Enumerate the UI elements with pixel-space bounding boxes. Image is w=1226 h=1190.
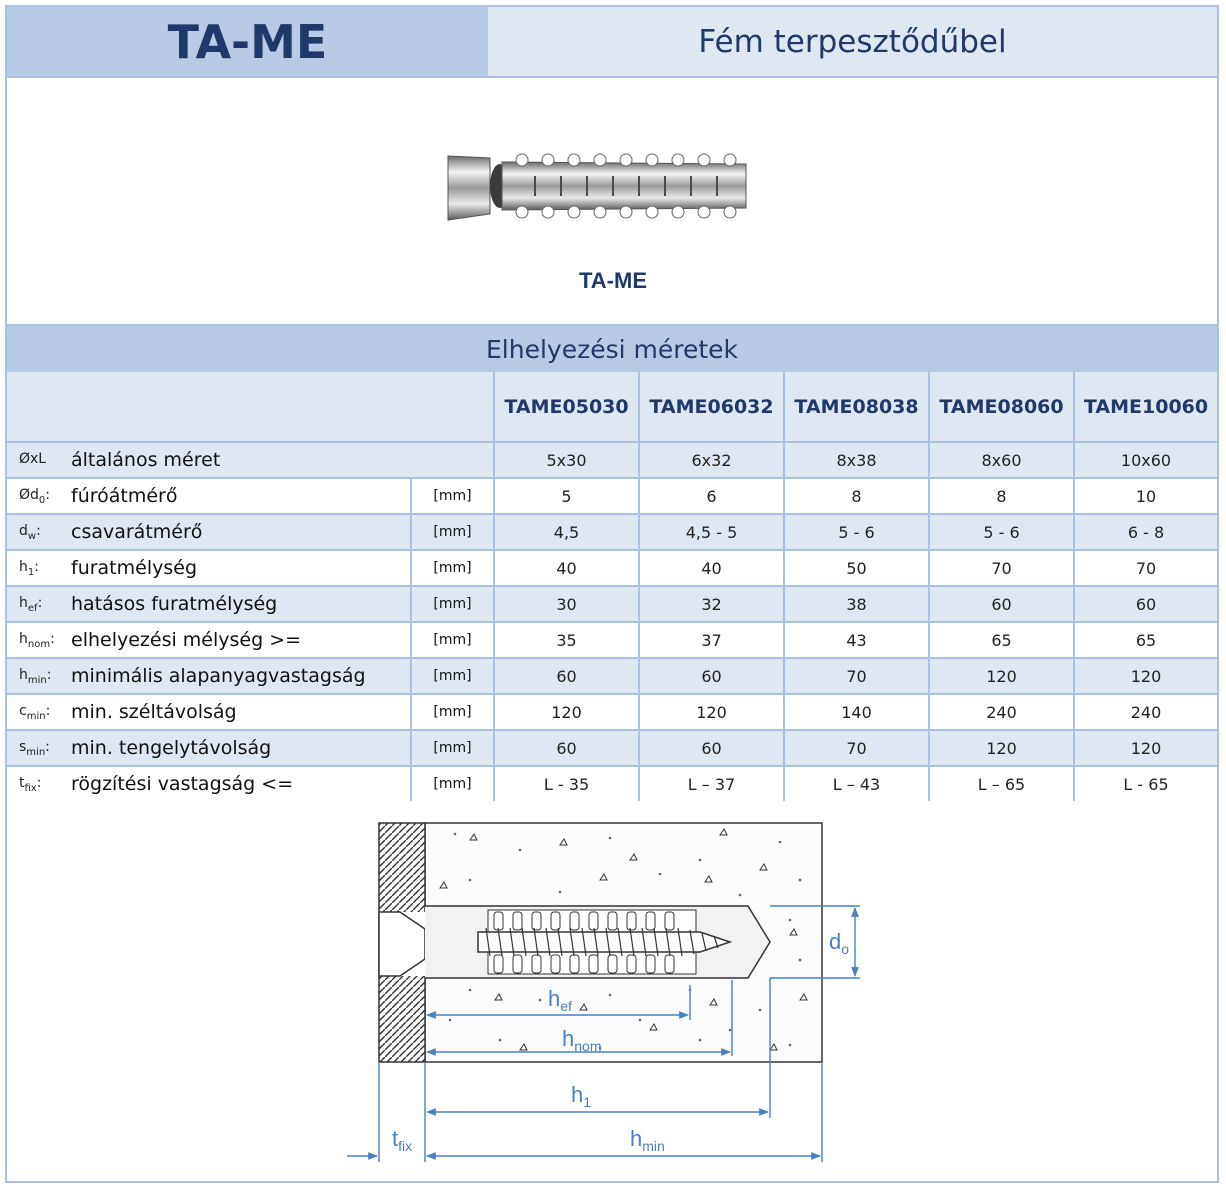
table-row bbox=[7, 730, 1217, 766]
table-row bbox=[7, 658, 1217, 694]
header-divider bbox=[7, 76, 1217, 78]
table-header-row bbox=[7, 372, 1217, 442]
row-value: 8x38 bbox=[784, 442, 929, 478]
row-value: 70 bbox=[784, 730, 929, 766]
table-row bbox=[7, 586, 1217, 622]
row-value: 120 bbox=[639, 694, 784, 730]
product-name-title: Fém terpesztődűbel bbox=[698, 23, 1007, 60]
row-value: 120 bbox=[929, 730, 1074, 766]
row-value: L – 43 bbox=[784, 766, 929, 801]
row-value: 40 bbox=[639, 550, 784, 586]
row-value: 70 bbox=[784, 658, 929, 694]
dim-label-h1: $h_1$ bbox=[571, 1082, 592, 1110]
installation-diagram bbox=[340, 815, 860, 1165]
row-label: elhelyezési mélység >= bbox=[71, 622, 411, 658]
row-unit: [mm] bbox=[411, 730, 494, 766]
row-symbol: $h_{nom}$: bbox=[7, 622, 71, 658]
row-value: 140 bbox=[784, 694, 929, 730]
row-value: 240 bbox=[1074, 694, 1217, 730]
column-header: TAME10060 bbox=[1074, 372, 1217, 442]
row-unit: [mm] bbox=[411, 658, 494, 694]
row-value: 5 - 6 bbox=[784, 514, 929, 550]
row-value: 5 - 6 bbox=[929, 514, 1074, 550]
row-value: 10 bbox=[1074, 478, 1217, 514]
section-band bbox=[7, 324, 1217, 372]
row-value: 60 bbox=[494, 658, 639, 694]
row-value: 8 bbox=[929, 478, 1074, 514]
row-value: 43 bbox=[784, 622, 929, 658]
dim-label-tfix: $t_{fix}$ bbox=[392, 1126, 413, 1154]
row-value: 60 bbox=[639, 658, 784, 694]
spec-table bbox=[7, 372, 1217, 801]
row-value: 65 bbox=[929, 622, 1074, 658]
row-symbol: $c_{min}$: bbox=[7, 694, 71, 730]
row-value: 70 bbox=[929, 550, 1074, 586]
row-value: 60 bbox=[494, 730, 639, 766]
row-symbol: ØxL bbox=[7, 442, 71, 478]
row-value: 4,5 - 5 bbox=[639, 514, 784, 550]
row-symbol: $d_w$: bbox=[7, 514, 71, 550]
column-header: TAME06032 bbox=[639, 372, 784, 442]
row-value: 60 bbox=[929, 586, 1074, 622]
row-value: 6x32 bbox=[639, 442, 784, 478]
row-label: csavarátmérő bbox=[71, 514, 411, 550]
photo-caption: TA-ME bbox=[578, 268, 648, 293]
header-product-name-cell bbox=[488, 7, 1217, 76]
row-value: 120 bbox=[929, 658, 1074, 694]
header-product-code-cell bbox=[7, 7, 488, 76]
row-value: 10x60 bbox=[1074, 442, 1217, 478]
row-label: furatmélység bbox=[71, 550, 411, 586]
row-symbol: $h_{ef}$: bbox=[7, 586, 71, 622]
row-symbol: $h_1$: bbox=[7, 550, 71, 586]
anchor-product-photo bbox=[440, 148, 752, 228]
row-value: 50 bbox=[784, 550, 929, 586]
row-unit: [mm] bbox=[411, 514, 494, 550]
dim-label-hef: $h_{ef}$ bbox=[548, 986, 572, 1014]
row-value: L – 37 bbox=[639, 766, 784, 801]
row-value: L – 65 bbox=[929, 766, 1074, 801]
row-value: 60 bbox=[639, 730, 784, 766]
section-title: Elhelyezési méretek bbox=[485, 334, 738, 364]
row-symbol: $s_{min}$: bbox=[7, 730, 71, 766]
row-label: általános méret bbox=[71, 442, 494, 478]
row-value: 4,5 bbox=[494, 514, 639, 550]
row-value: 6 - 8 bbox=[1074, 514, 1217, 550]
row-value: 6 bbox=[639, 478, 784, 514]
table-row bbox=[7, 514, 1217, 550]
row-value: 120 bbox=[1074, 658, 1217, 694]
row-unit: [mm] bbox=[411, 586, 494, 622]
row-label: min. széltávolság bbox=[71, 694, 411, 730]
row-value: 5x30 bbox=[494, 442, 639, 478]
table-row bbox=[7, 550, 1217, 586]
row-label: minimális alapanyagvastagság bbox=[71, 658, 411, 694]
row-unit: [mm] bbox=[411, 478, 494, 514]
row-unit: [mm] bbox=[411, 766, 494, 801]
row-value: 37 bbox=[639, 622, 784, 658]
row-label: fúróátmérő bbox=[71, 478, 411, 514]
table-row bbox=[7, 442, 1217, 478]
row-label: hatásos furatmélység bbox=[71, 586, 411, 622]
row-value: 8 bbox=[784, 478, 929, 514]
row-value: 38 bbox=[784, 586, 929, 622]
row-value: 35 bbox=[494, 622, 639, 658]
row-unit: [mm] bbox=[411, 694, 494, 730]
row-symbol: $t_{fix}$: bbox=[7, 766, 71, 801]
table-header-blank bbox=[7, 372, 494, 442]
table-row bbox=[7, 766, 1217, 801]
dim-label-hnom: $h_{nom}$ bbox=[562, 1026, 602, 1054]
screw-and-anchor bbox=[379, 906, 770, 978]
row-value: 65 bbox=[1074, 622, 1217, 658]
table-row bbox=[7, 478, 1217, 514]
row-value: 5 bbox=[494, 478, 639, 514]
row-value: 32 bbox=[639, 586, 784, 622]
row-value: 70 bbox=[1074, 550, 1217, 586]
row-symbol: $h_{min}$: bbox=[7, 658, 71, 694]
dim-label-d0: $d_o$ bbox=[829, 929, 850, 957]
column-header: TAME08038 bbox=[784, 372, 929, 442]
row-value: L - 65 bbox=[1074, 766, 1217, 801]
row-label: rögzítési vastagság <= bbox=[71, 766, 411, 801]
column-header: TAME05030 bbox=[494, 372, 639, 442]
row-symbol: $Ød_0$: bbox=[7, 478, 71, 514]
row-value: 120 bbox=[1074, 730, 1217, 766]
row-label: min. tengelytávolság bbox=[71, 730, 411, 766]
row-value: 120 bbox=[494, 694, 639, 730]
table-row bbox=[7, 694, 1217, 730]
row-value: 30 bbox=[494, 586, 639, 622]
row-value: 240 bbox=[929, 694, 1074, 730]
table-row bbox=[7, 622, 1217, 658]
row-unit: [mm] bbox=[411, 550, 494, 586]
row-unit: [mm] bbox=[411, 622, 494, 658]
row-value: L - 35 bbox=[494, 766, 639, 801]
row-value: 40 bbox=[494, 550, 639, 586]
dim-label-hmin: $h_{min}$ bbox=[630, 1126, 665, 1154]
product-code-title: TA-ME bbox=[167, 14, 328, 69]
row-value: 60 bbox=[1074, 586, 1217, 622]
column-header: TAME08060 bbox=[929, 372, 1074, 442]
row-value: 8x60 bbox=[929, 442, 1074, 478]
